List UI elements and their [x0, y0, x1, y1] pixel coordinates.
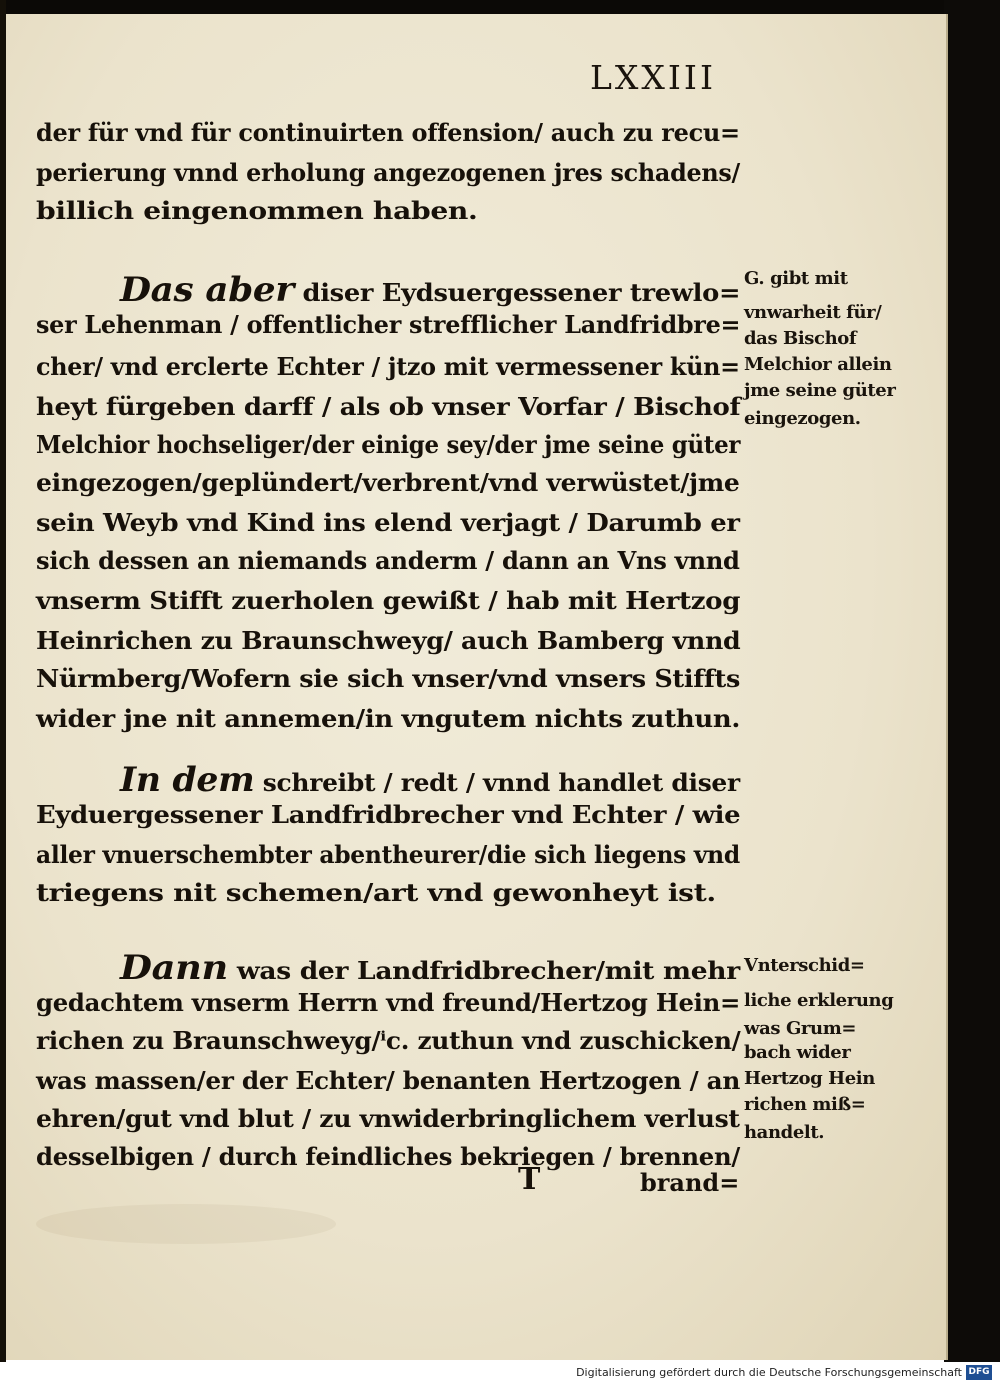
- margin-note-line: richen miß=: [744, 1094, 866, 1115]
- text-line: [36, 352, 740, 381]
- text-line-content: sein Weyb vnd Kind ins elend verjagt / Darumb er: [36, 508, 740, 537]
- text-line-content: aller vnuerschembter abentheurer/die sich liegens vnd: [36, 840, 740, 869]
- text-line: [36, 878, 716, 907]
- margin-note-line: liche erklerung: [744, 990, 894, 1011]
- text-line-content: Heinrichen zu Braunschweyg/ auch Bamberg vnnd: [36, 626, 741, 655]
- text-line: [36, 840, 740, 869]
- margin-note-line: Vnterschid=: [744, 955, 865, 976]
- text-line: [36, 704, 740, 733]
- text-line: [36, 988, 740, 1017]
- text-line-content: perierung vnnd erholung angezogenen jres schadens/: [36, 158, 740, 187]
- text-line-content: ehren/gut vnd blut / zu vnwiderbringlichem verlust: [36, 1104, 740, 1133]
- text-line-content: ser Lehenman / offentlicher strefflicher Landfridbre=: [36, 310, 741, 339]
- dfg-logo: DFG: [966, 1365, 992, 1380]
- text-line: [36, 1066, 740, 1095]
- text-line-content: vnserm Stifft zuerholen gewißt / hab mit Hertzog: [36, 586, 741, 615]
- text-line-content: sich dessen an niemands anderm / dann an Vns vnnd: [36, 546, 740, 575]
- text-line-content: wider jne nit annemen/in vngutem nichts zuthun.: [36, 704, 741, 733]
- paragraph-initial: Dann: [120, 948, 228, 988]
- paper-stain: [36, 1204, 336, 1244]
- margin-note-line: G. gibt mit: [744, 268, 848, 289]
- margin-note-line: Melchior allein: [744, 354, 892, 375]
- text-line: [36, 118, 740, 147]
- catchword: brand=: [640, 1168, 740, 1197]
- paragraph-initial: In dem: [120, 760, 255, 800]
- text-line: [36, 392, 740, 421]
- text-line: [36, 800, 740, 829]
- text-line-content: triegens nit schemen/art vnd gewonheyt ist.: [36, 878, 716, 907]
- text-line-content: was der Landfridbrecher/mit mehr: [227, 956, 740, 985]
- text-line-content: desselbigen / durch feindliches bekriegen / brennen/: [36, 1142, 740, 1171]
- text-line-content: richen zu Braunschweyg/ⁱc. zuthun vnd zuschicken/: [36, 1026, 741, 1055]
- text-line-content: diser Eydsuergessener trewlo=: [293, 278, 741, 307]
- margin-note-line: was Grum=: [744, 1018, 857, 1039]
- text-line: [36, 430, 740, 459]
- margin-note-line: jme seine güter: [744, 380, 896, 401]
- text-line-content: gedachtem vnserm Herrn vnd freund/Hertzog Hein=: [36, 988, 741, 1017]
- text-line: [36, 1026, 740, 1055]
- text-line: [36, 158, 740, 187]
- text-line-content: cher/ vnd erclerte Echter / jtzo mit vermessener kün=: [36, 352, 740, 381]
- text-line: [120, 760, 740, 800]
- text-line: [36, 196, 478, 225]
- footer-bar: [0, 1362, 1000, 1386]
- text-line-content: Nürmberg/Wofern sie sich vnser/vnd vnsers Stiffts: [36, 664, 741, 693]
- text-line-content: was massen/er der Echter/ benanten Hertzogen / an: [36, 1066, 741, 1095]
- text-line-content: billich eingenommen haben.: [36, 196, 478, 225]
- text-line: [36, 586, 740, 615]
- text-line: [36, 664, 740, 693]
- text-line: [36, 468, 740, 497]
- margin-note-line: das Bischof: [744, 328, 857, 349]
- text-line: [36, 508, 740, 537]
- text-line: [36, 310, 740, 339]
- text-line-content: eingezogen/geplündert/verbrent/vnd verwüstet/jme: [36, 468, 740, 497]
- text-line-content: schreibt / redt / vnnd handlet diser: [254, 768, 740, 797]
- text-line-content: Eyduergessener Landfridbrecher vnd Echter / wie: [36, 800, 741, 829]
- scan-right-border: [944, 0, 1000, 1362]
- margin-note-line: bach wider: [744, 1042, 851, 1063]
- margin-note-line: eingezogen.: [744, 408, 861, 429]
- text-line-content: der für vnd für continuirten offension/ auch zu recu=: [36, 118, 740, 147]
- text-line: [36, 546, 740, 575]
- signature-mark: T: [518, 1162, 541, 1197]
- text-line: [36, 1142, 740, 1171]
- folio-number: LXXIII: [590, 58, 717, 97]
- margin-note-line: Hertzog Hein: [744, 1068, 875, 1089]
- margin-note-line: vnwarheit für/: [744, 302, 882, 323]
- paragraph-initial: Das aber: [120, 270, 294, 310]
- text-line-content: Melchior hochseliger/der einige sey/der jme seine güter: [36, 430, 741, 459]
- text-line: [36, 1104, 740, 1133]
- footer-credit: Digitalisierung gefördert durch die Deutsche Forschungsgemeinschaft: [576, 1366, 962, 1379]
- text-line: [120, 948, 740, 988]
- text-line: [36, 626, 740, 655]
- text-line: [120, 270, 740, 310]
- margin-note-line: handelt.: [744, 1122, 825, 1143]
- scan-top-border: [0, 0, 1000, 14]
- text-line-content: heyt fürgeben darff / als ob vnser Vorfar / Bischof: [36, 392, 741, 421]
